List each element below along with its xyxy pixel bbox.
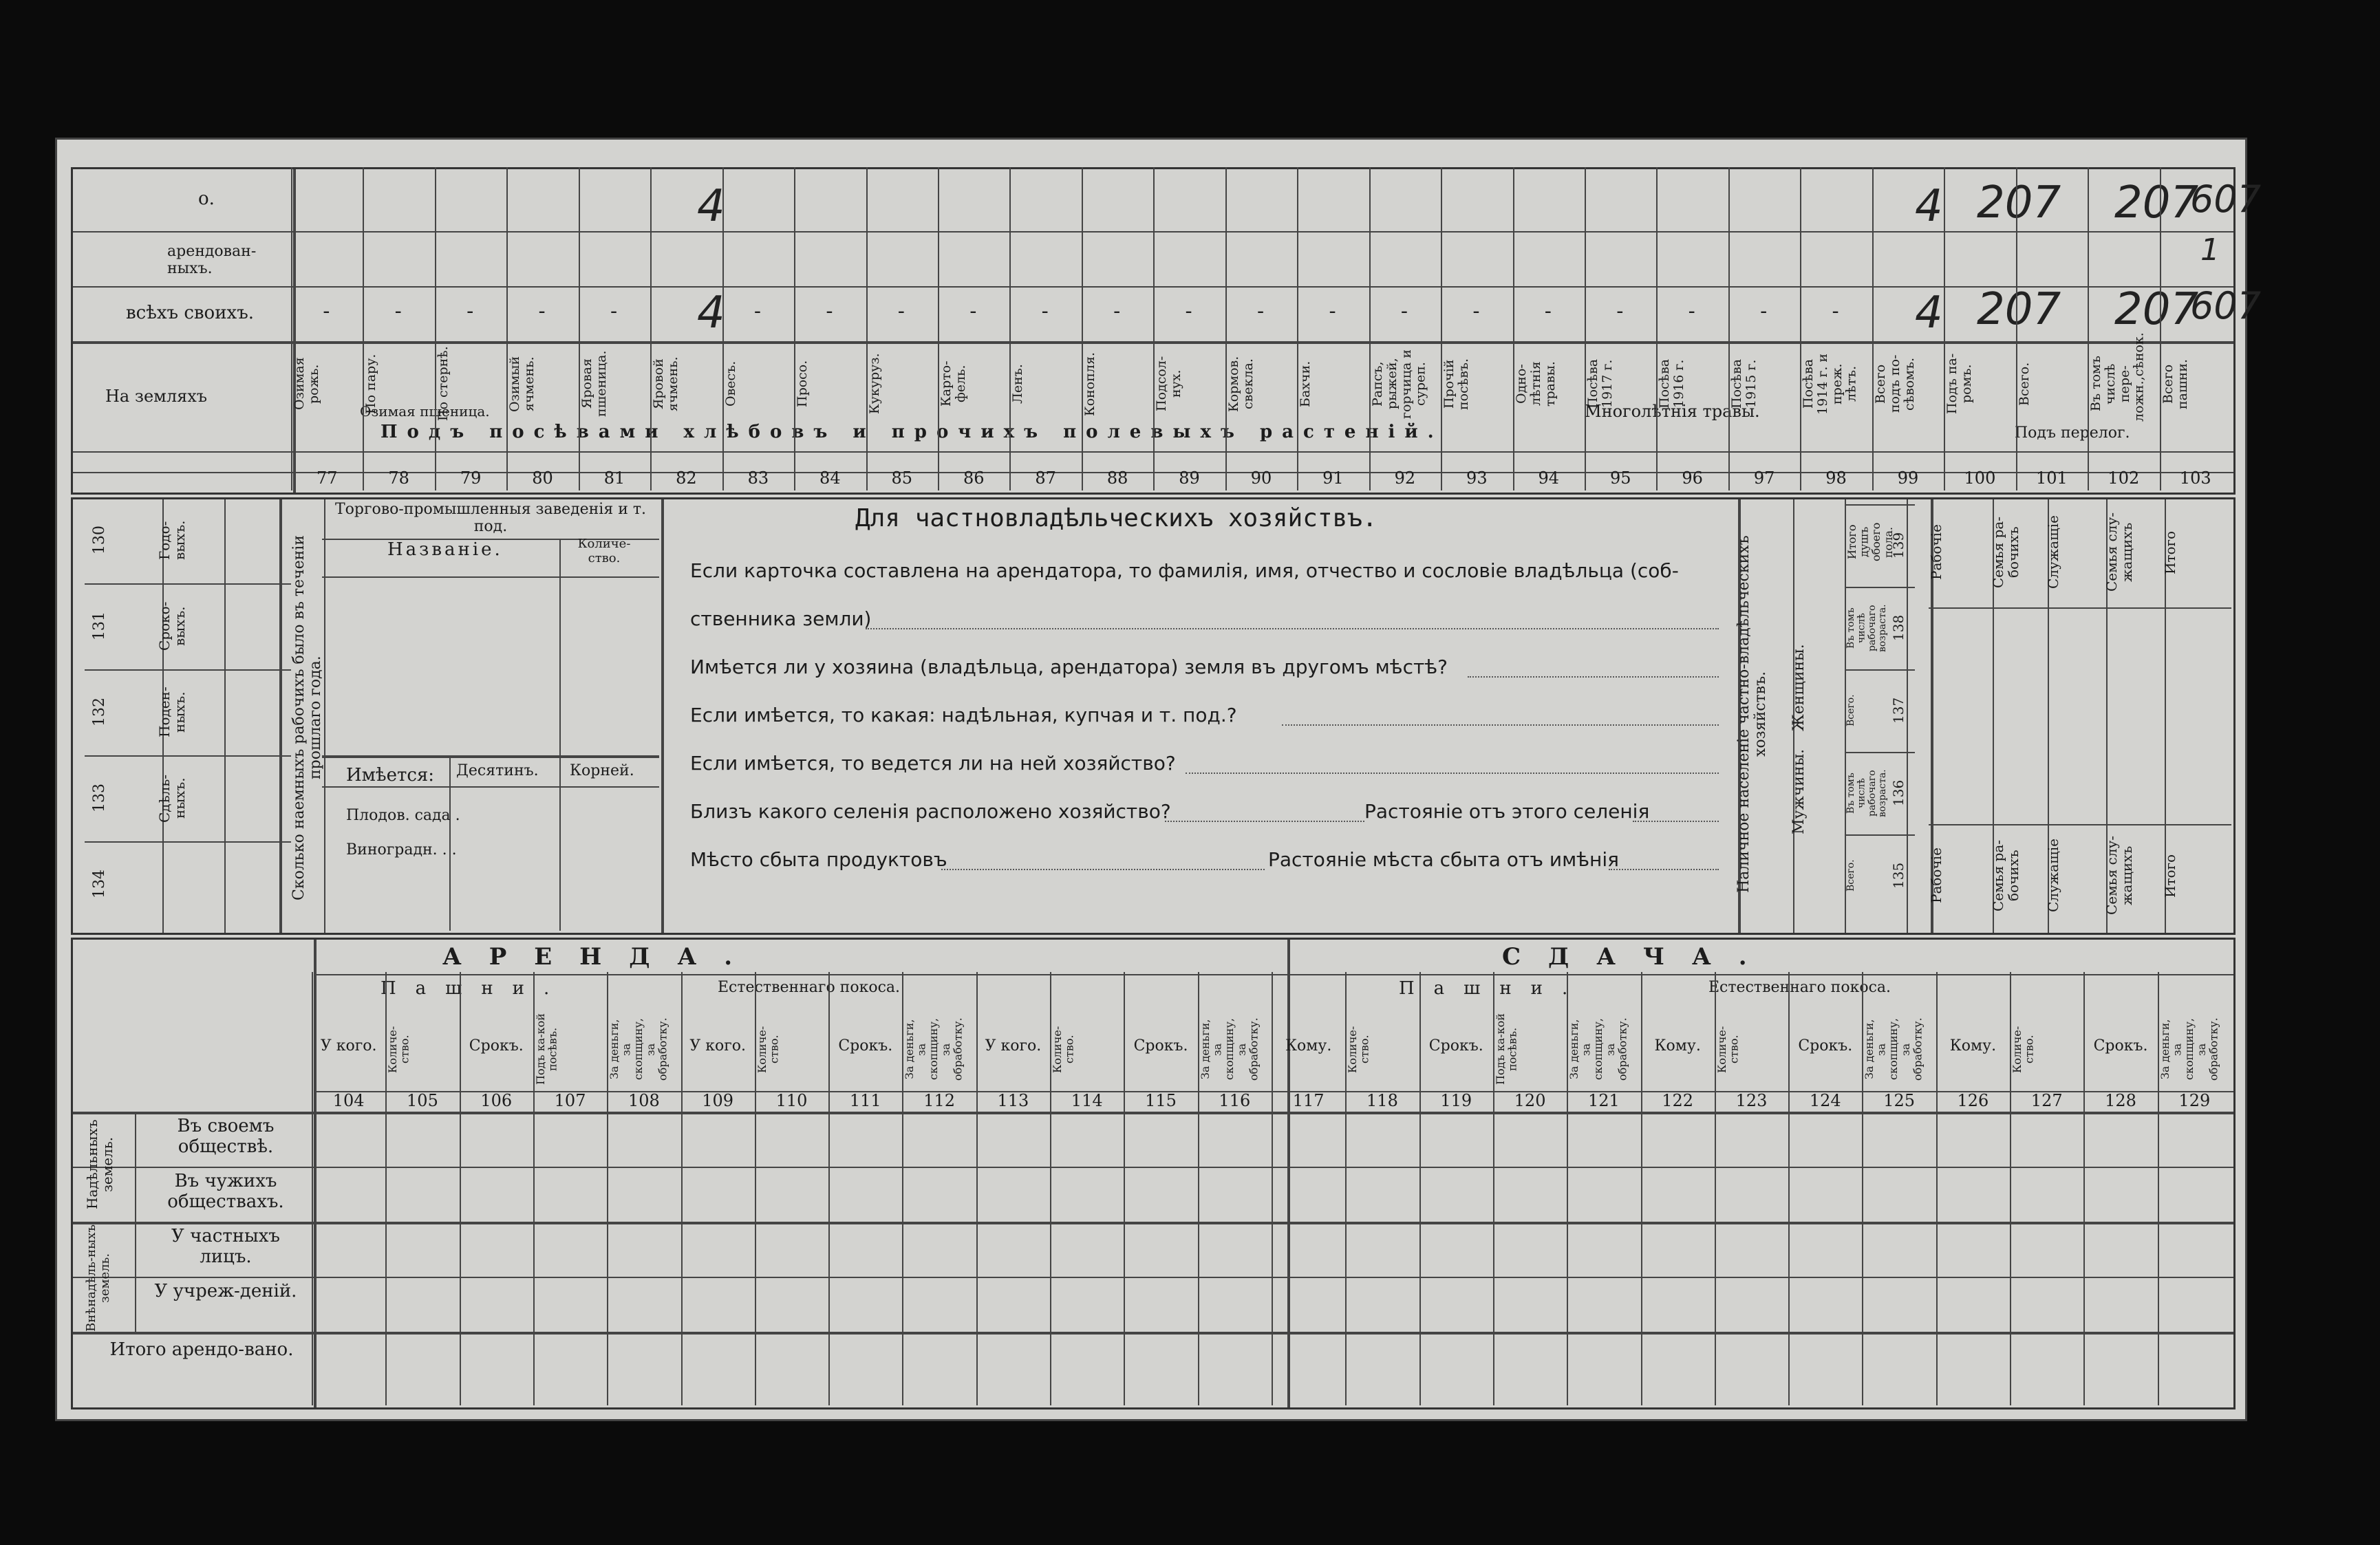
crop-col-label: Прочій посѣвъ. <box>1441 358 1471 410</box>
trade-title: Торгово-промышленныя заведенія и т. под. <box>334 501 647 536</box>
lease-col-number: 119 <box>1440 1091 1472 1110</box>
answer-1-line[interactable] <box>866 628 1719 629</box>
row3-dash: - <box>1688 299 1695 323</box>
row3-dash: - <box>1472 299 1480 323</box>
staff-col-label-top: Семья ра-бочихъ <box>1990 516 2022 589</box>
row3-dash: - <box>1329 299 1336 323</box>
staff-col-label-bottom: Семья ра-бочихъ <box>1990 839 2022 912</box>
lease-col-label: Подъ ка-кой посѣвъ. <box>533 1013 559 1085</box>
crop-col-number: 96 <box>1682 468 1703 488</box>
crop-col-label: Конопля. <box>1082 352 1097 416</box>
hired-col-number: 131 <box>91 612 108 641</box>
row-other-societies: Въ чужихъ обществахъ. <box>167 1171 284 1212</box>
lease-col-number: 127 <box>2030 1091 2063 1110</box>
crop-col-label: Всего. <box>2016 362 2032 406</box>
crop-col-label: Въ томъ числѣ пере-ложн.,сѣнок. <box>2088 332 2147 422</box>
crop-col-divider <box>1082 167 1083 490</box>
lease-col-label: Срокъ. <box>1428 1037 1483 1055</box>
pop-col-label: Въ томъ числѣ рабочаго возраста. <box>1845 604 1889 652</box>
crop-col-divider <box>794 167 795 490</box>
lease-col-label: Количе-ство. <box>755 1026 781 1073</box>
crop-col-number: 99 <box>1897 468 1919 488</box>
answer-3-line[interactable] <box>1282 724 1719 726</box>
row3-dash: - <box>969 299 977 323</box>
crop-col-number: 80 <box>532 468 553 488</box>
staff-col-label-bottom: Рабочіе <box>1928 847 1944 904</box>
staff-col-label-top: Семья слу-жащихъ <box>2103 512 2135 592</box>
crop-col-label: Посѣва 1916 г. <box>1657 358 1687 409</box>
crop-col-divider <box>1585 167 1586 490</box>
hired-col-number: 130 <box>91 526 108 555</box>
crop-col-label: Просо. <box>795 360 811 408</box>
pop-col-number: 136 <box>1890 779 1907 807</box>
row3-dash: - <box>538 299 546 323</box>
winter-wheat-label: Озимая пшеница. <box>360 403 490 420</box>
hired-col-label: Поден-ныхъ. <box>156 687 188 738</box>
answer-5b-line[interactable] <box>1633 821 1719 822</box>
pop-col-number: 135 <box>1890 862 1907 889</box>
crop-col-label: Подсол-нух. <box>1154 356 1184 412</box>
crop-col-number: 100 <box>1964 468 1996 488</box>
pop-row-divider <box>1846 752 1915 753</box>
staff-col-label-bottom: Итого <box>2162 854 2178 898</box>
lease-col-label: За деньги, за скопщину, за обработку. <box>903 1017 965 1081</box>
crop-col-number: 98 <box>1825 468 1847 488</box>
lease-col-label: Срокъ. <box>469 1037 524 1055</box>
crop-col-divider <box>1728 167 1730 490</box>
row3-dash: - <box>1616 299 1624 323</box>
desyatin-header: Десятинъ. <box>456 762 539 779</box>
question-5: Близъ какого селенія расположено хозяйство? <box>690 800 1171 823</box>
crop-col-label: По стернѣ. <box>435 346 451 422</box>
vnenadel-label: Внѣнадѣль-ныхъ земель. <box>84 1224 112 1332</box>
crop-col-number: 95 <box>1609 468 1631 488</box>
crop-col-number: 87 <box>1035 468 1056 488</box>
lease-col-number: 126 <box>1957 1091 1989 1110</box>
crop-col-number: 89 <box>1179 468 1200 488</box>
staff-col-label-top: Служащіе <box>2045 515 2061 590</box>
lease-col-label: За деньги, за скопщину, за обработку. <box>1198 1017 1261 1081</box>
lease-col-number: 113 <box>997 1091 1029 1110</box>
crop-col-label: Посѣва 1917 г. <box>1585 358 1615 409</box>
lease-col-label: Срокъ. <box>1798 1037 1853 1055</box>
vineyard-label: Виноградн. . . <box>346 841 457 858</box>
lease-col-number: 105 <box>407 1091 438 1110</box>
row3-dash: - <box>897 299 905 323</box>
total-souls-label: Итого душъ обоего пола. <box>1845 522 1895 562</box>
row3-dash: - <box>1041 299 1049 323</box>
staff-col-label-bottom: Служащіе <box>2045 839 2061 913</box>
crop-col-label: Ленъ. <box>1010 364 1026 404</box>
hw-100-row3: 207 <box>1977 284 2061 335</box>
question-2: Имѣется ли у хозяина (владѣльца, арендатора) земля въ другомъ мѣстѣ? <box>690 656 1448 678</box>
pop-col-number: 139 <box>1890 532 1907 559</box>
hw-103-row1: 607 <box>2190 177 2262 221</box>
lease-col-number: 109 <box>702 1091 734 1110</box>
staff-bottom-divider <box>1929 824 2231 825</box>
crop-col-number: 77 <box>316 468 338 488</box>
answer-4-line[interactable] <box>1186 772 1719 774</box>
row3-dash: - <box>1185 299 1192 323</box>
crop-col-number: 81 <box>603 468 625 488</box>
crop-col-divider <box>2088 167 2089 490</box>
lease-col-number: 115 <box>1145 1091 1177 1110</box>
lease-col-label: Количе-ство. <box>1715 1026 1741 1073</box>
hw-103-row3: 607 <box>2190 284 2262 327</box>
crop-col-number: 91 <box>1322 468 1344 488</box>
staff-top-divider <box>1929 607 2231 609</box>
question-5b: Растояніе отъ этого селенія <box>1364 800 1650 823</box>
lease-col-number: 108 <box>628 1091 660 1110</box>
crop-col-label: Яровая пшеница. <box>579 350 609 418</box>
crop-col-divider <box>363 167 364 490</box>
lease-col-label: Срокъ. <box>2093 1037 2148 1055</box>
question-6b: Растояніе мѣста сбыта отъ имѣнія <box>1268 848 1619 871</box>
pop-row-divider <box>1846 587 1915 588</box>
lease-col-label: Количе-ство. <box>2011 1026 2036 1073</box>
crop-col-label: Бахчи. <box>1298 360 1314 407</box>
crop-col-label: Яровой ячмень. <box>651 356 681 411</box>
crop-col-number: 103 <box>2179 468 2211 488</box>
pop-col-number: 138 <box>1890 614 1907 642</box>
crop-col-divider <box>1441 167 1442 490</box>
perennial-label: Многолѣтнія травы. <box>1585 402 1760 421</box>
trade-name-header: Названіе. <box>387 539 503 560</box>
lease-col-number: 118 <box>1366 1091 1398 1110</box>
fallow-label: Подъ перелог. <box>2015 424 2130 442</box>
crop-col-number: 84 <box>819 468 841 488</box>
lease-col-label: У кого. <box>320 1037 377 1055</box>
row-institutions: У учреж-деній. <box>154 1281 297 1301</box>
row3-dash: - <box>1832 299 1839 323</box>
question-3: Если имѣется, то какая: надѣльная, купчая и т. под.? <box>690 704 1237 726</box>
private-title: Для частновладѣльческихъ хозяйствъ. <box>855 504 1377 532</box>
lease-col-label: У кого. <box>689 1037 746 1055</box>
crop-col-label: Озимый ячмень. <box>507 356 537 412</box>
row3-dash: - <box>1257 299 1265 323</box>
crop-col-divider <box>1656 167 1658 490</box>
sdacha-pokos-label: Естественнаго покоса. <box>1708 979 1891 996</box>
under-crops-label: Подъ посѣвами хлѣбовъ и прочихъ полевыхъ растеній. <box>380 422 1444 442</box>
question-1b: ственника земли) <box>690 607 872 630</box>
hw-102-row1: 207 <box>2114 177 2199 228</box>
hw-82-row1: 4 <box>697 181 725 232</box>
crop-col-divider <box>1369 167 1371 490</box>
lease-col-number: 104 <box>332 1091 365 1110</box>
lease-col-label: За деньги, за скопщину, за обработку. <box>1567 1017 1629 1081</box>
hw-99-row1: 4 <box>1915 181 1943 232</box>
crop-col-number: 97 <box>1753 468 1775 488</box>
answer-2-line[interactable] <box>1468 676 1719 678</box>
staff-col-label-top: Рабочіе <box>1928 524 1944 581</box>
crop-col-number: 92 <box>1394 468 1416 488</box>
answer-5-line[interactable] <box>1165 821 1364 822</box>
lease-col-number: 125 <box>1883 1091 1915 1110</box>
hired-col-number: 132 <box>91 698 108 727</box>
crop-col-label: Подъ па-ромъ. <box>1944 353 1975 415</box>
row-total-leased: Итого арендо-вано. <box>109 1339 294 1360</box>
crop-col-divider <box>1513 167 1514 490</box>
crop-col-divider <box>291 167 292 490</box>
sdacha-label: СДАЧА. <box>1502 943 1775 971</box>
lease-col-label: За деньги, за скопщину, за обработку. <box>608 1017 669 1081</box>
row3-dash: - <box>1760 299 1768 323</box>
hired-col-label: Сдѣль-ныхъ. <box>156 774 188 823</box>
crop-col-divider <box>938 167 939 490</box>
crop-col-divider <box>1009 167 1011 490</box>
hired-label: Сколько наемныхъ рабочихъ было въ теченіи прошлаго года. <box>290 534 325 900</box>
crop-col-number: 83 <box>747 468 769 488</box>
pop-col-number: 137 <box>1890 697 1907 724</box>
lease-section <box>71 938 2236 1409</box>
staff-col-label-top: Итого <box>2162 530 2178 574</box>
lease-col-number: 124 <box>1809 1091 1841 1110</box>
crop-col-label: Одно-лѣтнія травы. <box>1513 361 1558 407</box>
row-label-own: о. <box>198 188 215 209</box>
crop-col-number: 102 <box>2108 468 2140 488</box>
crop-col-divider <box>2160 167 2161 490</box>
row-private-persons: У частныхъ лицъ. <box>171 1226 280 1267</box>
crop-col-divider <box>1153 167 1155 490</box>
crop-col-divider <box>2016 167 2017 490</box>
row3-dash: - <box>753 299 762 323</box>
lease-col-number: 116 <box>1219 1091 1251 1110</box>
crop-col-number: 86 <box>963 468 985 488</box>
lease-col-label: Кому. <box>1285 1037 1332 1055</box>
pop-row-divider <box>1846 504 1915 506</box>
lease-col-label: За деньги, за скопщину, за обработку. <box>1863 1017 1925 1081</box>
arenda-pokos-label: Естественнаго покоса. <box>718 979 901 996</box>
hw-99-row3: 4 <box>1915 288 1943 338</box>
pop-row-divider <box>1846 669 1915 671</box>
row-own-society: Въ своемъ обществѣ. <box>177 1116 275 1157</box>
row3-dash: - <box>610 299 618 323</box>
crop-col-label: Посѣва 1915 г. <box>1728 358 1759 409</box>
crop-col-divider <box>650 167 652 490</box>
crop-col-number: 85 <box>891 468 913 488</box>
row3-dash: - <box>1400 299 1408 323</box>
crop-col-label: Овесъ. <box>722 360 738 407</box>
lease-col-label: Количе-ство. <box>386 1026 411 1073</box>
hw-103-row2: 1 <box>2200 233 2220 268</box>
crop-col-divider <box>1225 167 1227 490</box>
crop-col-divider <box>506 167 508 490</box>
trade-qty-header: Количе-ство. <box>577 537 631 565</box>
lease-col-number: 110 <box>775 1091 808 1110</box>
crop-col-number: 94 <box>1538 468 1560 488</box>
crop-col-label: Всего подъ по-сѣвомъ. <box>1872 354 1917 413</box>
lease-col-number: 120 <box>1514 1091 1546 1110</box>
crop-col-label: Кукуруз. <box>866 353 882 415</box>
lease-col-number: 112 <box>923 1091 955 1110</box>
women-label: Женщины. <box>1790 644 1808 731</box>
crop-col-divider <box>579 167 580 490</box>
crop-col-divider <box>1872 167 1874 490</box>
lease-col-label: Количе-ство. <box>1051 1026 1076 1073</box>
lease-col-number: 106 <box>480 1091 513 1110</box>
crop-col-divider <box>1297 167 1298 490</box>
row3-dash: - <box>1113 299 1121 323</box>
roots-header: Корней. <box>570 762 634 779</box>
row3-dash: - <box>394 299 402 323</box>
lease-col-number: 111 <box>849 1091 881 1110</box>
row3-dash: - <box>467 299 474 323</box>
crop-col-number: 93 <box>1466 468 1488 488</box>
row3-dash: - <box>826 299 833 323</box>
crop-col-number: 82 <box>676 468 697 488</box>
crop-col-number: 90 <box>1250 468 1272 488</box>
crop-col-label: Карто-фель. <box>939 360 968 407</box>
lease-col-number: 122 <box>1662 1091 1694 1110</box>
row-label-rented: арендован- ныхъ. <box>167 243 257 278</box>
sdacha-pashni-label: Пашни. <box>1399 978 1587 999</box>
lease-col-number: 114 <box>1071 1091 1103 1110</box>
lease-col-number: 107 <box>554 1091 586 1110</box>
question-1a: Если карточка составлена на арендатора, то фамилія, имя, отчество и сословіе владѣльца (соб- <box>690 559 1679 582</box>
staff-col-label-bottom: Семья слу-жащихъ <box>2103 836 2135 916</box>
lease-col-number: 129 <box>2178 1091 2211 1110</box>
lease-col-number: 128 <box>2105 1091 2136 1110</box>
hired-col-label: Годо-выхъ. <box>156 520 188 561</box>
lease-col-number: 121 <box>1587 1091 1620 1110</box>
hw-82-row3: 4 <box>697 288 725 338</box>
census-card <box>55 138 2262 1421</box>
crop-col-divider <box>435 167 436 490</box>
crop-col-label: По пару. <box>363 354 379 414</box>
lease-col-label: У кого. <box>985 1037 1042 1055</box>
lease-col-label: Кому. <box>1949 1037 1997 1055</box>
on-land-label: На земляхъ <box>105 387 208 406</box>
pop-row-divider <box>1846 834 1915 836</box>
hw-102-row3: 207 <box>2114 284 2199 335</box>
has-label: Имѣется: <box>346 765 435 786</box>
crop-col-label: Посѣва 1914 г. и преж. лѣтъ. <box>1801 353 1859 415</box>
hired-col-number: 134 <box>91 869 108 899</box>
row-label-all-own: всѣхъ своихъ. <box>126 303 254 323</box>
answer-6b-line[interactable] <box>1609 869 1719 870</box>
lease-col-number: 117 <box>1292 1091 1325 1110</box>
question-6: Мѣсто сбыта продуктовъ <box>690 848 947 871</box>
pop-col-label: Всего. <box>1845 694 1856 727</box>
arenda-pashni-label: Пашни. <box>380 978 569 999</box>
lease-col-label: За деньги, за скопщину, за обработку. <box>2158 1017 2220 1081</box>
lease-col-label: Срокъ. <box>838 1037 893 1055</box>
hw-100-row1: 207 <box>1977 177 2061 228</box>
pop-col-label: Въ томъ числѣ рабочаго возраста. <box>1845 769 1889 817</box>
crop-col-label: Кормов. свекла. <box>1225 356 1256 412</box>
lease-col-label: Кому. <box>1654 1037 1701 1055</box>
hired-col-number: 133 <box>91 784 108 813</box>
lease-col-number: 123 <box>1735 1091 1768 1110</box>
pop-col-label: Всего. <box>1845 859 1856 892</box>
crop-col-divider <box>722 167 724 490</box>
question-4: Если имѣется, то ведется ли на ней хозяйство? <box>690 752 1176 775</box>
row3-dash: - <box>1544 299 1552 323</box>
men-label: Мужчины. <box>1790 748 1808 834</box>
row3-dash: - <box>323 299 330 323</box>
crop-col-divider <box>866 167 868 490</box>
crop-col-number: 88 <box>1106 468 1128 488</box>
population-label: Наличное населеніе частно-владѣльческихъ хозяйствъ. <box>1735 535 1770 893</box>
crop-col-number: 78 <box>388 468 409 488</box>
crop-col-number: 101 <box>2035 468 2068 488</box>
crop-col-divider <box>1800 167 1801 490</box>
answer-6-line[interactable] <box>941 869 1265 870</box>
crop-col-number: 79 <box>460 468 482 488</box>
hired-col-label: Сроко-выхъ. <box>156 601 188 651</box>
lease-col-label: Подъ ка-кой посѣвъ. <box>1493 1013 1519 1085</box>
arenda-label: АРЕНДА. <box>442 943 760 971</box>
lease-col-label: Срокъ. <box>1133 1037 1188 1055</box>
orchard-label: Плодов. сада . <box>346 807 460 824</box>
crop-col-label: Рапсъ, рыжей, горчица и суреп. <box>1369 349 1428 419</box>
crop-col-label: Всего пашни. <box>2160 358 2190 409</box>
crop-col-label: Озимая рожь. <box>292 357 321 411</box>
nadel-label: Надѣльныхъ земель. <box>84 1119 116 1210</box>
lease-col-label: Количе-ство. <box>1346 1026 1371 1073</box>
crop-col-divider <box>1944 167 1945 490</box>
